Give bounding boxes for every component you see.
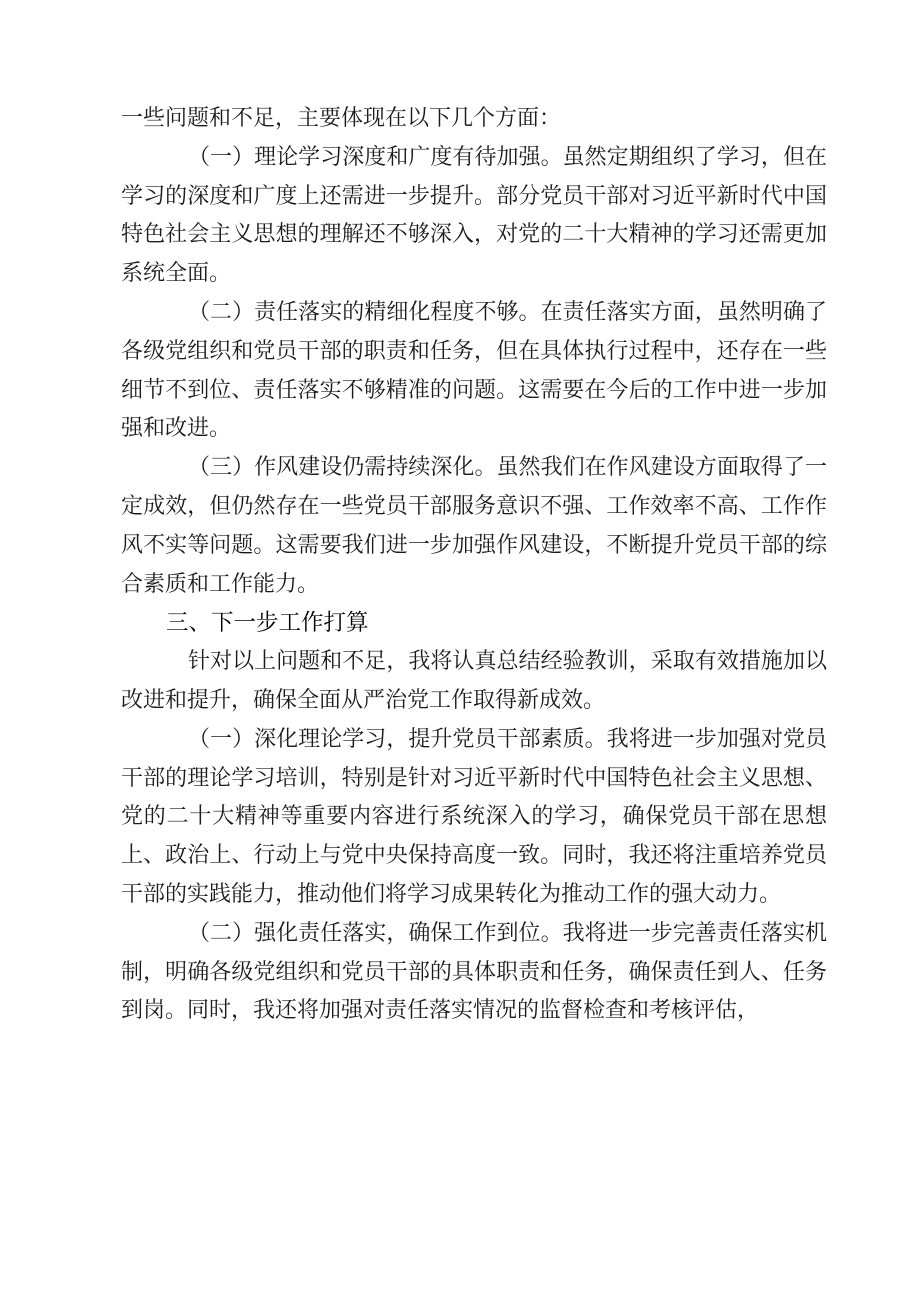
paragraph-plan-1: （一）深化理论学习，提升党员干部素质。我将进一步加强对党员干部的理论学习培训，特别是针对习近平新时代中国特色社会主义思想、党的二十大精神等重要内容进行系统深入的学习，确保党员干部在思想上、政治上、行动上与党中央保持高度一致。同时，我还将注重培养党员干部的实践能力，推动他们将学习成果转化为推动工作的强大动力。 — [121, 726, 827, 907]
paragraph-plan-2: （二）强化责任落实，确保工作到位。我将进一步完善责任落实机制，明确各级党组织和党员干部的具体职责和任务，确保责任到人、任务到岗。同时，我还将加强对责任落实情况的监督检查和考核评估， — [121, 920, 827, 1024]
paragraph-issue-1: （一）理论学习深度和广度有待加强。虽然定期组织了学习，但在学习的深度和广度上还需进一步提升。部分党员干部对习近平新时代中国特色社会主义思想的理解还不够深入，对党的二十大精神的学习还需更加系统全面。 — [121, 144, 827, 287]
document-body — [121, 100, 827, 1031]
paragraph-issue-3: （三）作风建设仍需持续深化。虽然我们在作风建设方面取得了一定成效，但仍然存在一些党员干部服务意识不强、工作效率不高、工作作风不实等问题。这需要我们进一步加强作风建设，不断提升党员干部的综合素质和工作能力。 — [121, 455, 827, 597]
paragraph-issue-2: （二）责任落实的精细化程度不够。在责任落实方面，虽然明确了各级党组织和党员干部的职责和任务，但在具体执行过程中，还存在一些细节不到位、责任落实不够精准的问题。这需要在今后的工作中进一步加强和改进。 — [121, 299, 827, 442]
section-heading-next-steps: 三、下一步工作打算 — [166, 610, 369, 637]
paragraph-continuation: 一些问题和不足，主要体现在以下几个方面： — [121, 106, 562, 131]
paragraph-next-steps-intro: 针对以上问题和不足，我将认真总结经验教训，采取有效措施加以改进和提升，确保全面从严治党工作取得新成效。 — [121, 649, 827, 713]
